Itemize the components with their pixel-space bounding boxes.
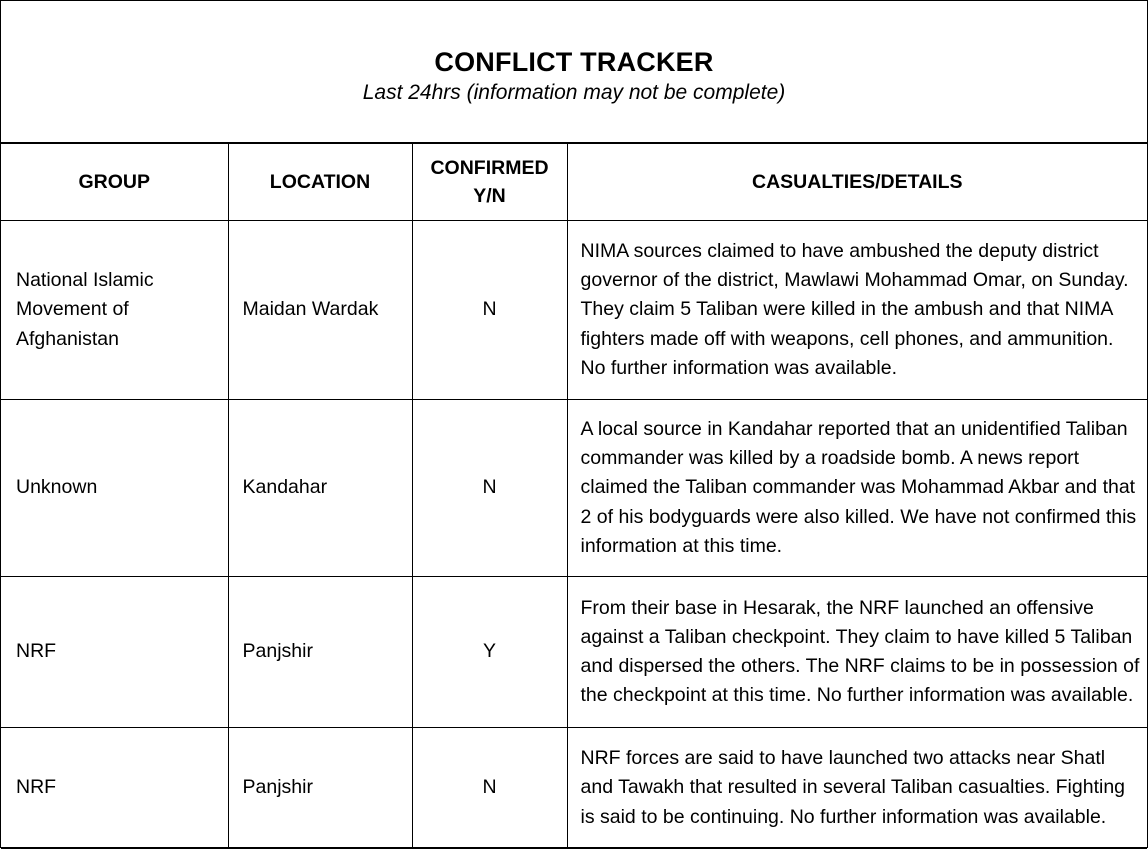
- cell-location: Maidan Wardak: [228, 221, 412, 400]
- column-header-details: CASUALTIES/DETAILS: [567, 144, 1147, 221]
- cell-group: National Islamic Movement of Afghanistan: [1, 221, 228, 400]
- cell-confirmed: N: [412, 221, 567, 400]
- page-subtitle: Last 24hrs (information may not be complete): [362, 81, 786, 104]
- cell-details: From their base in Hesarak, the NRF launched an offensive against a Taliban checkpoint. They claim to have killed 5 Taliban and dispersed the others. The NRF claims to be in possession of the checkpoint at this time. No further information was available.: [567, 577, 1147, 728]
- page-title: CONFLICT TRACKER: [434, 47, 714, 77]
- cell-confirmed: Y: [412, 577, 567, 728]
- table-row: [1, 221, 1147, 400]
- table-header-row: [1, 144, 1147, 221]
- cell-group: NRF: [1, 728, 228, 849]
- document-header: [1, 1, 1147, 144]
- cell-details: NRF forces are said to have launched two attacks near Shatl and Tawakh that resulted in several Taliban casualties. Fighting is said to be continuing. No further information was available.: [567, 728, 1147, 849]
- table-row: [1, 400, 1147, 577]
- cell-group: NRF: [1, 577, 228, 728]
- cell-details: A local source in Kandahar reported that an unidentified Taliban commander was killed by a roadside bomb. A news report claimed the Taliban commander was Mohammad Akbar and that 2 of his bodyguards were also killed. We have not confirmed this information at this time.: [567, 400, 1147, 577]
- column-header-group: GROUP: [1, 144, 228, 221]
- table-row: [1, 577, 1147, 728]
- column-header-location: LOCATION: [228, 144, 412, 221]
- cell-confirmed: N: [412, 728, 567, 849]
- cell-location: Panjshir: [228, 577, 412, 728]
- cell-group: Unknown: [1, 400, 228, 577]
- cell-details: NIMA sources claimed to have ambushed the deputy district governor of the district, Mawlawi Mohammad Omar, on Sunday. They claim 5 Taliban were killed in the ambush and that NIMA fighters made off with weapons, cell phones, and ammunition. No further information was available.: [567, 221, 1147, 400]
- cell-confirmed: N: [412, 400, 567, 577]
- cell-location: Kandahar: [228, 400, 412, 577]
- table-row: [1, 728, 1147, 849]
- column-header-confirmed: CONFIRMED Y/N: [412, 144, 567, 221]
- cell-location: Panjshir: [228, 728, 412, 849]
- conflict-table: [1, 144, 1147, 849]
